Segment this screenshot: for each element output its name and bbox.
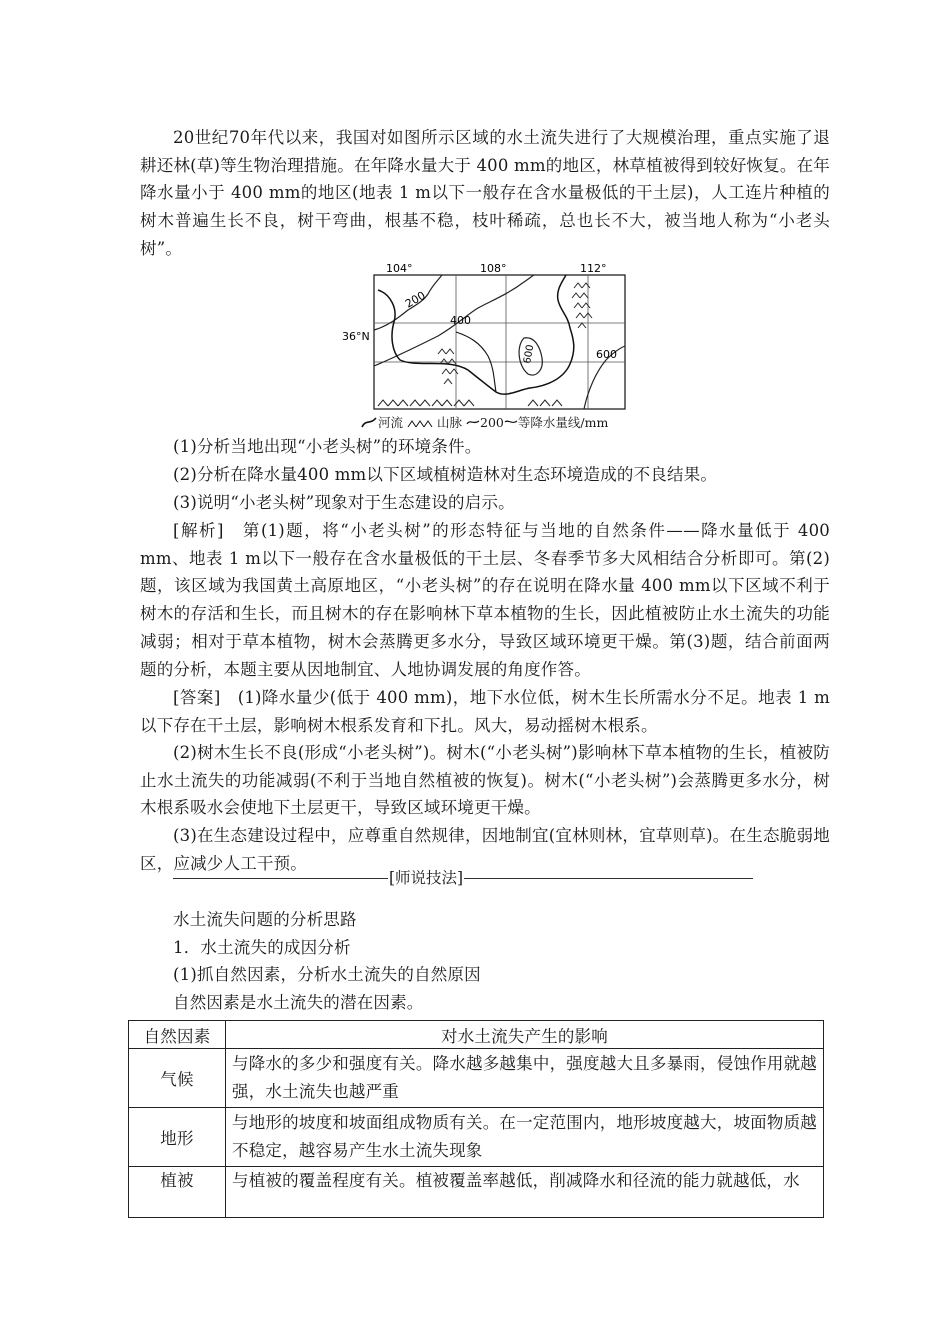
isoline-label-600-east: 600 [596, 348, 617, 361]
answer-1: [答案] (1)降水量少(低于 400 mm)，地下水位低，树木生长所需水分不足。地表 1 m以下存在干土层，影响树木根系发育和下扎。风大，易动摇树木根系。 [140, 688, 830, 735]
mountain-legend-icon [407, 415, 437, 429]
divider-rule-left [173, 878, 388, 879]
divider-label: [师说技法] [389, 869, 464, 887]
method-title: 水土流失问题的分析思路 [173, 910, 357, 929]
map-legend [360, 412, 650, 432]
table-row [129, 1108, 824, 1167]
river [378, 275, 574, 394]
legend-isoline-sample: 200 [480, 414, 504, 430]
mountains-north [572, 283, 592, 328]
table-cell-effect: 与降水的多少和强度有关。降水越多越集中，强度越大且多暴雨，侵蚀作用就越强，水土流失也越严重 [226, 1049, 824, 1108]
river-legend-icon [360, 415, 378, 429]
isoline-label-400: 400 [450, 314, 471, 327]
table-header-factor: 自然因素 [129, 1021, 226, 1049]
table-cell-effect: 与地形的坡度和坡面组成物质有关。在一定范围内，地形坡度越大，坡面物质越不稳定，越容易产生水土流失现象 [226, 1108, 824, 1167]
table-row [129, 1049, 824, 1108]
table-row [129, 1167, 824, 1218]
table-cell-factor: 地形 [129, 1108, 226, 1167]
question-1: (1)分析当地出现“小老头树”的环境条件。 [173, 437, 482, 456]
analysis-paragraph: [解析] 第(1)题，将“小老头树”的形态特征与当地的自然条件——降水量低于 400 mm、地表 1 m以下一般存在含水量极低的干土层、冬春季节多大风相结合分析即可。第(2)题，该区域为我国黄土高原地区，“小老头树”的存在说明在降水量 400 mm以下区域不利于树木的存活和生长，而且树木的存在影响林下草本植物的生长，因此植被防止水土流失的功能减弱；相对于草本植物，树木会蒸腾更多水分，导致区域环境更干燥。第(3)题，结合前面两题的分析，本题主要从因地制宜、人地协调发展的角度作答。 [140, 521, 830, 679]
table-cell-effect: 与植被的覆盖程度有关。植被覆盖率越低，削减降水和径流的能力就越低，水 [226, 1167, 824, 1218]
lon-label-112: 112° [580, 262, 607, 275]
mountains-west [438, 349, 458, 384]
method-section-1: 1．水土流失的成因分析 [173, 938, 351, 957]
isoline-label-200: 200 [403, 288, 428, 311]
lon-label-104: 104° [386, 262, 413, 275]
table-header-row [129, 1021, 824, 1049]
isoline-legend-icon [466, 415, 480, 429]
table-cell-factor: 气候 [129, 1049, 226, 1108]
table-cell-factor: 植被 [129, 1167, 226, 1218]
isoline-label-600-loop: 600 [522, 343, 537, 365]
legend-isoline: 等降水量线/mm [517, 415, 609, 430]
rainfall-map [338, 260, 648, 435]
question-3: (3)说明“小老头树”现象对于生态建设的启示。 [173, 493, 515, 512]
isoline-legend-icon-tail [504, 415, 518, 429]
method-note: 自然因素是水土流失的潜在因素。 [173, 993, 424, 1012]
section-divider [173, 866, 753, 890]
legend-mountain: 山脉 [437, 415, 463, 430]
mountains-south [378, 400, 562, 406]
method-sub-1: (1)抓自然因素，分析水土流失的自然原因 [173, 965, 481, 984]
natural-factors-table [128, 1020, 824, 1218]
answer-2: (2)树木生长不良(形成“小老头树”)。树木(“小老头树”)影响林下草本植物的生长，植被防止水土流失的功能减弱(不利于当地自然植被的恢复)。树木(“小老头树”)会蒸腾更多水分，树木根系吸水会使地下土层更干，导致区域环境更干燥。 [140, 743, 830, 818]
table-header-effect: 对水土流失产生的影响 [226, 1021, 824, 1049]
divider-rule-right [464, 878, 753, 879]
legend-river: 河流 [378, 415, 404, 430]
intro-paragraph: 20世纪70年代以来，我国对如图所示区域的水土流失进行了大规模治理，重点实施了退耕还林(草)等生物治理措施。在年降水量大于 400 mm的地区，林草植被得到较好恢复。在年降水量小于 400 mm的地区(地表 1 m以下一般存在含水量极低的干土层)，人工连片种植的树木普遍生长不良，树干弯曲，根基不稳，枝叶稀疏，总也长不大，被当地人称为“小老头树”。 [140, 128, 830, 258]
lon-label-108: 108° [480, 262, 507, 275]
question-2: (2)分析在降水量400 mm以下区域植树造林对生态环境造成的不良结果。 [173, 465, 718, 484]
answer-3: (3)在生态建设过程中，应尊重自然规律，因地制宜(宜林则林，宜草则草)。在生态脆弱地区，应减少人工干预。 [140, 826, 830, 873]
lat-label-36n: 36°N [342, 330, 370, 343]
